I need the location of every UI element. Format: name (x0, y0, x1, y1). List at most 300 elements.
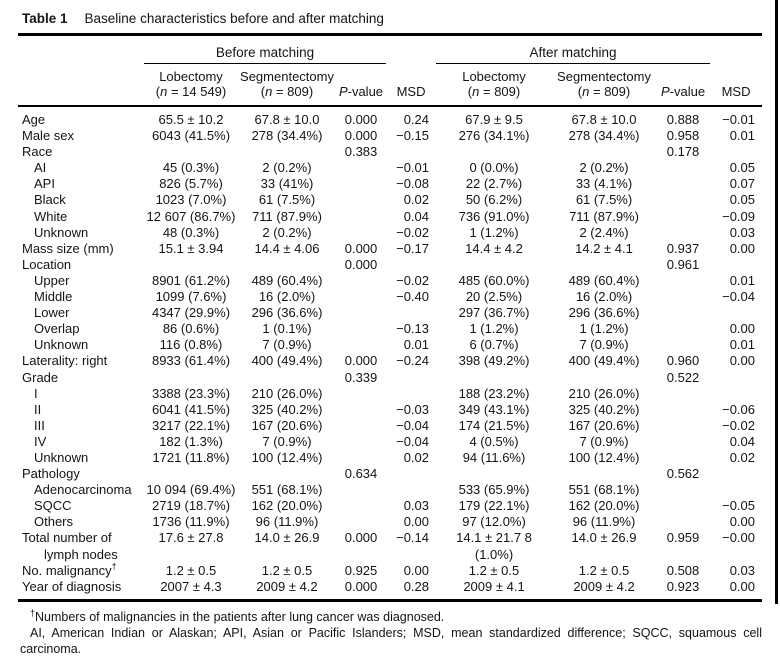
cell: 15.1 ± 3.94 (158, 240, 224, 256)
cell: −0.03 (396, 401, 430, 417)
cell: 551 (68.1%) (251, 482, 323, 498)
cell (336, 192, 386, 208)
cell: 2009 ± 4.2 (573, 578, 635, 594)
cell: 94 (11.6%) (462, 449, 526, 465)
cell (656, 337, 710, 353)
row-label: AI (34, 160, 47, 176)
row-label: Grade (22, 369, 59, 385)
cell: 14.2 ± 4.1 (575, 240, 633, 256)
cell (656, 209, 710, 225)
cell: 0.01 (729, 272, 756, 288)
cell: 0.00 (729, 514, 756, 530)
after-matching-group-header: After matching (436, 36, 710, 64)
cell: 826 (5.7%) (159, 176, 223, 192)
table-row (18, 579, 762, 601)
cell: 0.00 (403, 562, 430, 578)
table-row (18, 386, 762, 402)
row-label: Black (34, 192, 66, 208)
table-row (18, 106, 762, 128)
cell: 14.4 ± 4.2 (465, 240, 523, 256)
cell (336, 498, 386, 514)
cell: 3217 (22.1%) (151, 417, 231, 433)
cell: 0.03 (729, 224, 756, 240)
cell (656, 418, 710, 434)
col-before-msd: MSD (396, 84, 426, 99)
cell: 0.925 (344, 562, 378, 578)
cell: 61 (7.5%) (258, 192, 316, 208)
cell: 276 (34.1%) (458, 128, 530, 144)
cell: 0.01 (403, 337, 430, 353)
cell: 0.02 (403, 449, 430, 465)
row-label: Laterality: right (22, 353, 108, 369)
cell (336, 482, 386, 498)
cell: 174 (21.5%) (458, 417, 530, 433)
cell (144, 257, 238, 273)
cell: 6041 (41.5%) (151, 401, 231, 417)
cell: 162 (20.0%) (251, 498, 323, 514)
cell (336, 176, 386, 192)
cell: 0.508 (666, 562, 700, 578)
cell: 96 (11.9%) (255, 514, 319, 530)
cell: 45 (0.3%) (162, 160, 220, 176)
table-row (18, 225, 762, 241)
table-title (18, 9, 762, 36)
row-label: Total number of lymph nodes (22, 530, 118, 562)
cell: 0.02 (403, 192, 430, 208)
cell (386, 257, 436, 273)
cell: −0.01 (396, 160, 430, 176)
cell: −0.01 (722, 112, 756, 127)
cell: 162 (20.0%) (568, 498, 640, 514)
cell: 4 (0.5%) (469, 433, 519, 449)
col-before-lobectomy: Lobectomy (n = 14 549) (155, 69, 227, 99)
cell: 1.2 ± 0.5 (165, 562, 217, 578)
cell: −0.06 (722, 401, 756, 417)
cell: −0.00 (722, 530, 756, 546)
cell: 16 (2.0%) (575, 289, 633, 305)
cell: 210 (26.0%) (568, 385, 640, 401)
row-label: Unknown (34, 449, 89, 465)
cell: 0.000 (344, 353, 378, 369)
cell: 7 (0.9%) (262, 337, 312, 353)
row-label: Overlap (34, 321, 80, 337)
cell: 100 (12.4%) (568, 449, 640, 465)
cell (710, 144, 762, 160)
table-row (18, 370, 762, 386)
cell: 398 (49.2%) (458, 353, 530, 369)
cell (336, 450, 386, 466)
cell (656, 482, 710, 498)
cell: 7 (0.9%) (579, 433, 629, 449)
cell (386, 482, 436, 498)
cell: −0.17 (396, 240, 430, 256)
cell: −0.04 (722, 289, 756, 305)
cell: 489 (60.4%) (251, 272, 323, 288)
cell: 400 (49.4%) (568, 353, 640, 369)
cell: 485 (60.0%) (458, 272, 530, 288)
cell: 278 (34.4%) (568, 128, 640, 144)
cell: 0.000 (344, 256, 378, 272)
footnote-abbreviations: AI, American Indian or Alaskan; API, Asian or Pacific Islanders; MSD, mean standardized difference; SQCC, squamous cell carcinoma. (20, 625, 762, 656)
cell (336, 289, 386, 305)
cell: 0.178 (666, 144, 700, 160)
cell: 2 (0.2%) (262, 224, 312, 240)
cell: 167 (20.6%) (251, 417, 323, 433)
cell: −0.14 (396, 530, 430, 546)
cell: 14.4 ± 4.06 (254, 240, 320, 256)
cell: 0.00 (729, 353, 756, 369)
cell: 0.960 (666, 353, 700, 369)
cell: 0.000 (344, 530, 378, 546)
row-label: Adenocarcinoma (34, 482, 132, 498)
table-row (18, 530, 762, 562)
cell (656, 450, 710, 466)
cell (656, 289, 710, 305)
cell: −0.13 (396, 321, 430, 337)
cell: −0.04 (396, 433, 430, 449)
cell (436, 370, 552, 386)
table-row (18, 402, 762, 418)
row-label: Others (34, 514, 74, 530)
cell: 210 (26.0%) (251, 385, 323, 401)
cell: 0.01 (729, 128, 756, 144)
row-label: III (34, 417, 45, 433)
row-label: White (34, 208, 68, 224)
empty-corner-cell (18, 36, 144, 64)
table-body (18, 106, 762, 600)
table-row (18, 160, 762, 176)
cell: 0.03 (403, 498, 430, 514)
table-row (18, 466, 762, 482)
table-row (18, 450, 762, 466)
cell: 0.339 (344, 369, 378, 385)
cell (710, 386, 762, 402)
cell: −0.04 (396, 417, 430, 433)
row-label: Mass size (mm) (22, 240, 114, 256)
cell (336, 321, 386, 337)
cell (436, 144, 552, 160)
cell: 167 (20.6%) (568, 417, 640, 433)
cell (552, 144, 656, 160)
cell (238, 257, 336, 273)
cell: 17.6 ± 27.8 (158, 530, 224, 546)
column-header-row (18, 64, 762, 107)
group-header-row (18, 36, 762, 64)
table-row (18, 144, 762, 160)
before-matching-group-header: Before matching (144, 36, 386, 64)
cell (436, 257, 552, 273)
col-before-pvalue: P-value (338, 84, 384, 99)
table-row (18, 498, 762, 514)
cell (238, 144, 336, 160)
cell: 8901 (61.2%) (151, 272, 231, 288)
cell (656, 192, 710, 208)
table-row (18, 241, 762, 257)
cell (656, 176, 710, 192)
cell: 0.01 (729, 337, 756, 353)
cell (710, 482, 762, 498)
cell: 2009 ± 4.1 (463, 578, 525, 594)
cell: −0.02 (396, 224, 430, 240)
cell: 0.02 (729, 449, 756, 465)
cell: 22 (2.7%) (465, 176, 523, 192)
row-label: I (34, 385, 38, 401)
cell: 116 (0.8%) (159, 337, 223, 353)
cell (656, 225, 710, 241)
footnote-dagger: †Numbers of malignancies in the patients after lung cancer was diagnosed. (30, 607, 445, 624)
cell: 0.000 (344, 240, 378, 256)
row-label: Upper (34, 272, 70, 288)
cell: −0.15 (396, 128, 430, 144)
cell: 0.04 (403, 208, 430, 224)
cell: −0.40 (396, 289, 430, 305)
cell: 3388 (23.3%) (151, 385, 231, 401)
row-label: Unknown (34, 224, 89, 240)
cell: 2 (0.2%) (579, 160, 629, 176)
cell: 325 (40.2%) (251, 401, 323, 417)
cell (144, 370, 238, 386)
cell: 0.937 (666, 240, 700, 256)
cell: 67.8 ± 10.0 (571, 112, 637, 127)
cell (552, 257, 656, 273)
cell: 1 (1.2%) (469, 321, 519, 337)
cell (336, 514, 386, 530)
cell (336, 209, 386, 225)
cell: 33 (4.1%) (575, 176, 633, 192)
table-number: Table 1 (22, 11, 68, 26)
cell: −0.02 (722, 417, 756, 433)
cell: 2 (2.4%) (579, 224, 629, 240)
cell: 533 (65.9%) (458, 482, 530, 498)
row-label: No. malignancy† (22, 561, 117, 578)
cell: 551 (68.1%) (568, 482, 640, 498)
col-after-msd: MSD (721, 84, 751, 99)
cell (144, 466, 238, 482)
cell: 400 (49.4%) (251, 353, 323, 369)
table-row (18, 514, 762, 530)
cell: 1 (1.2%) (469, 224, 519, 240)
cell: 67.8 ± 10.0 (254, 112, 320, 127)
empty-cell (386, 36, 436, 64)
table-row (18, 209, 762, 225)
cell (656, 305, 710, 321)
cell: 0.961 (666, 256, 700, 272)
cell: 2 (0.2%) (262, 160, 312, 176)
cell (656, 160, 710, 176)
cell (436, 466, 552, 482)
table-row (18, 176, 762, 192)
cell: 0.04 (729, 433, 756, 449)
cell (336, 273, 386, 289)
cell: 296 (36.6%) (568, 305, 640, 321)
cell (336, 337, 386, 353)
cell: 179 (22.1%) (458, 498, 530, 514)
table-row (18, 434, 762, 450)
cell: 20 (2.5%) (465, 289, 523, 305)
table-row (18, 128, 762, 144)
cell (656, 321, 710, 337)
row-label: Year of diagnosis (22, 578, 122, 594)
cell: 1 (0.1%) (262, 321, 312, 337)
cell: −0.08 (396, 176, 430, 192)
cell: 0.28 (403, 578, 430, 594)
cell: 2719 (18.7%) (151, 498, 231, 514)
cell (336, 434, 386, 450)
cell: 1.2 ± 0.5 (578, 562, 630, 578)
cell: 0.07 (729, 176, 756, 192)
cell (336, 305, 386, 321)
cell: 297 (36.7%) (458, 305, 530, 321)
cell (238, 466, 336, 482)
cell: 0.923 (666, 578, 700, 594)
cell: 0.00 (403, 514, 430, 530)
cell: 736 (91.0%) (458, 208, 530, 224)
cell: 6043 (41.5%) (151, 128, 231, 144)
cell (144, 144, 238, 160)
cell: 86 (0.6%) (162, 321, 220, 337)
table-row (18, 289, 762, 305)
cell: 0.000 (344, 112, 378, 127)
cell: 0.00 (729, 321, 756, 337)
cell: 711 (87.9%) (252, 208, 322, 224)
cell (710, 370, 762, 386)
cell: 0.05 (729, 192, 756, 208)
row-label: Male sex (22, 128, 75, 144)
cell: 711 (87.9%) (569, 208, 639, 224)
cell: 0.000 (344, 128, 378, 144)
table-row (18, 273, 762, 289)
baseline-characteristics-table (18, 36, 762, 602)
table-row (18, 321, 762, 337)
cell: 0.634 (344, 466, 378, 482)
cell: 7 (0.9%) (579, 337, 629, 353)
cell (656, 273, 710, 289)
cell (386, 386, 436, 402)
cell: 1.2 ± 0.5 (261, 562, 313, 578)
cell (656, 498, 710, 514)
cell: 1736 (11.9%) (152, 514, 230, 530)
cell: −0.05 (722, 498, 756, 514)
cell: 0.522 (666, 369, 700, 385)
dagger-marker: † (30, 607, 36, 618)
cell (386, 370, 436, 386)
cell (656, 514, 710, 530)
cell: 97 (12.0%) (462, 514, 526, 530)
cell (656, 386, 710, 402)
cell: 188 (23.2%) (458, 385, 530, 401)
cell (710, 257, 762, 273)
cell: 50 (6.2%) (465, 192, 523, 208)
cell: 14.0 ± 26.9 (571, 530, 637, 546)
cell: 16 (2.0%) (258, 289, 316, 305)
row-label: Unknown (34, 337, 89, 353)
cell: 489 (60.4%) (568, 272, 640, 288)
cell: 65.5 ± 10.2 (158, 112, 224, 127)
cell: 0.00 (729, 578, 756, 594)
scan-edge-line (775, 0, 778, 604)
empty-label-header (18, 64, 144, 107)
cell (710, 466, 762, 482)
cell: 12 607 (86.7%) (146, 208, 236, 224)
row-label: Age (22, 112, 46, 127)
cell: 1721 (11.8%) (152, 449, 230, 465)
row-label: IV (34, 433, 47, 449)
cell: 61 (7.5%) (575, 192, 633, 208)
cell (336, 225, 386, 241)
row-label: SQCC (34, 498, 72, 514)
cell: 1023 (7.0%) (155, 192, 227, 208)
col-after-lobectomy: Lobectomy (n = 809) (462, 69, 526, 99)
cell: 4347 (29.9%) (151, 305, 231, 321)
row-label: Lower (34, 305, 70, 321)
cell: 0.000 (344, 578, 378, 594)
cell: 182 (1.3%) (159, 433, 223, 449)
row-label: Pathology (22, 466, 80, 482)
cell: 0.05 (729, 160, 756, 176)
table-caption: Baseline characteristics before and after matching (84, 11, 384, 26)
cell: −0.02 (396, 272, 430, 288)
table-row (18, 482, 762, 498)
cell: 1099 (7.6%) (155, 289, 227, 305)
cell (386, 305, 436, 321)
table-row (18, 337, 762, 353)
cell (238, 370, 336, 386)
cell: 48 (0.3%) (162, 224, 220, 240)
table-row (18, 418, 762, 434)
cell: 349 (43.1%) (458, 401, 530, 417)
cell: 67.9 ± 9.5 (465, 112, 523, 127)
cell: 0.03 (729, 562, 756, 578)
cell: 14.1 ± 21.7 8 (1.0%) (456, 530, 532, 562)
col-after-pvalue: P-value (660, 84, 706, 99)
row-label: Middle (34, 289, 73, 305)
col-after-segmentectomy: Segmentectomy (n = 809) (557, 69, 651, 99)
cell: 0.24 (403, 112, 430, 127)
cell: 0.383 (344, 144, 378, 160)
cell: 2009 ± 4.2 (256, 578, 318, 594)
cell (386, 466, 436, 482)
cell (336, 160, 386, 176)
row-label: Location (22, 256, 72, 272)
cell (336, 402, 386, 418)
cell (710, 305, 762, 321)
cell: 1 (1.2%) (579, 321, 629, 337)
row-label: II (34, 401, 42, 417)
cell (336, 386, 386, 402)
cell (386, 144, 436, 160)
cell: −0.09 (722, 208, 756, 224)
cell (552, 466, 656, 482)
cell: 96 (11.9%) (572, 514, 636, 530)
cell: 1.2 ± 0.5 (468, 562, 520, 578)
cell: 0.888 (666, 112, 700, 127)
cell: 10 094 (69.4%) (146, 482, 236, 498)
dagger-marker: † (111, 561, 117, 572)
table-row (18, 563, 762, 579)
col-before-segmentectomy: Segmentectomy (n = 809) (240, 69, 334, 99)
footnotes (18, 609, 762, 657)
cell: 8933 (61.4%) (151, 353, 231, 369)
cell: 2007 ± 4.3 (160, 578, 222, 594)
table-row (18, 353, 762, 369)
cell: 278 (34.4%) (251, 128, 323, 144)
cell: 14.0 ± 26.9 (254, 530, 320, 546)
row-label: Race (22, 144, 53, 160)
cell: 0.562 (666, 466, 700, 482)
cell: 100 (12.4%) (251, 449, 323, 465)
empty-cell (710, 36, 762, 64)
cell: 296 (36.6%) (251, 305, 323, 321)
